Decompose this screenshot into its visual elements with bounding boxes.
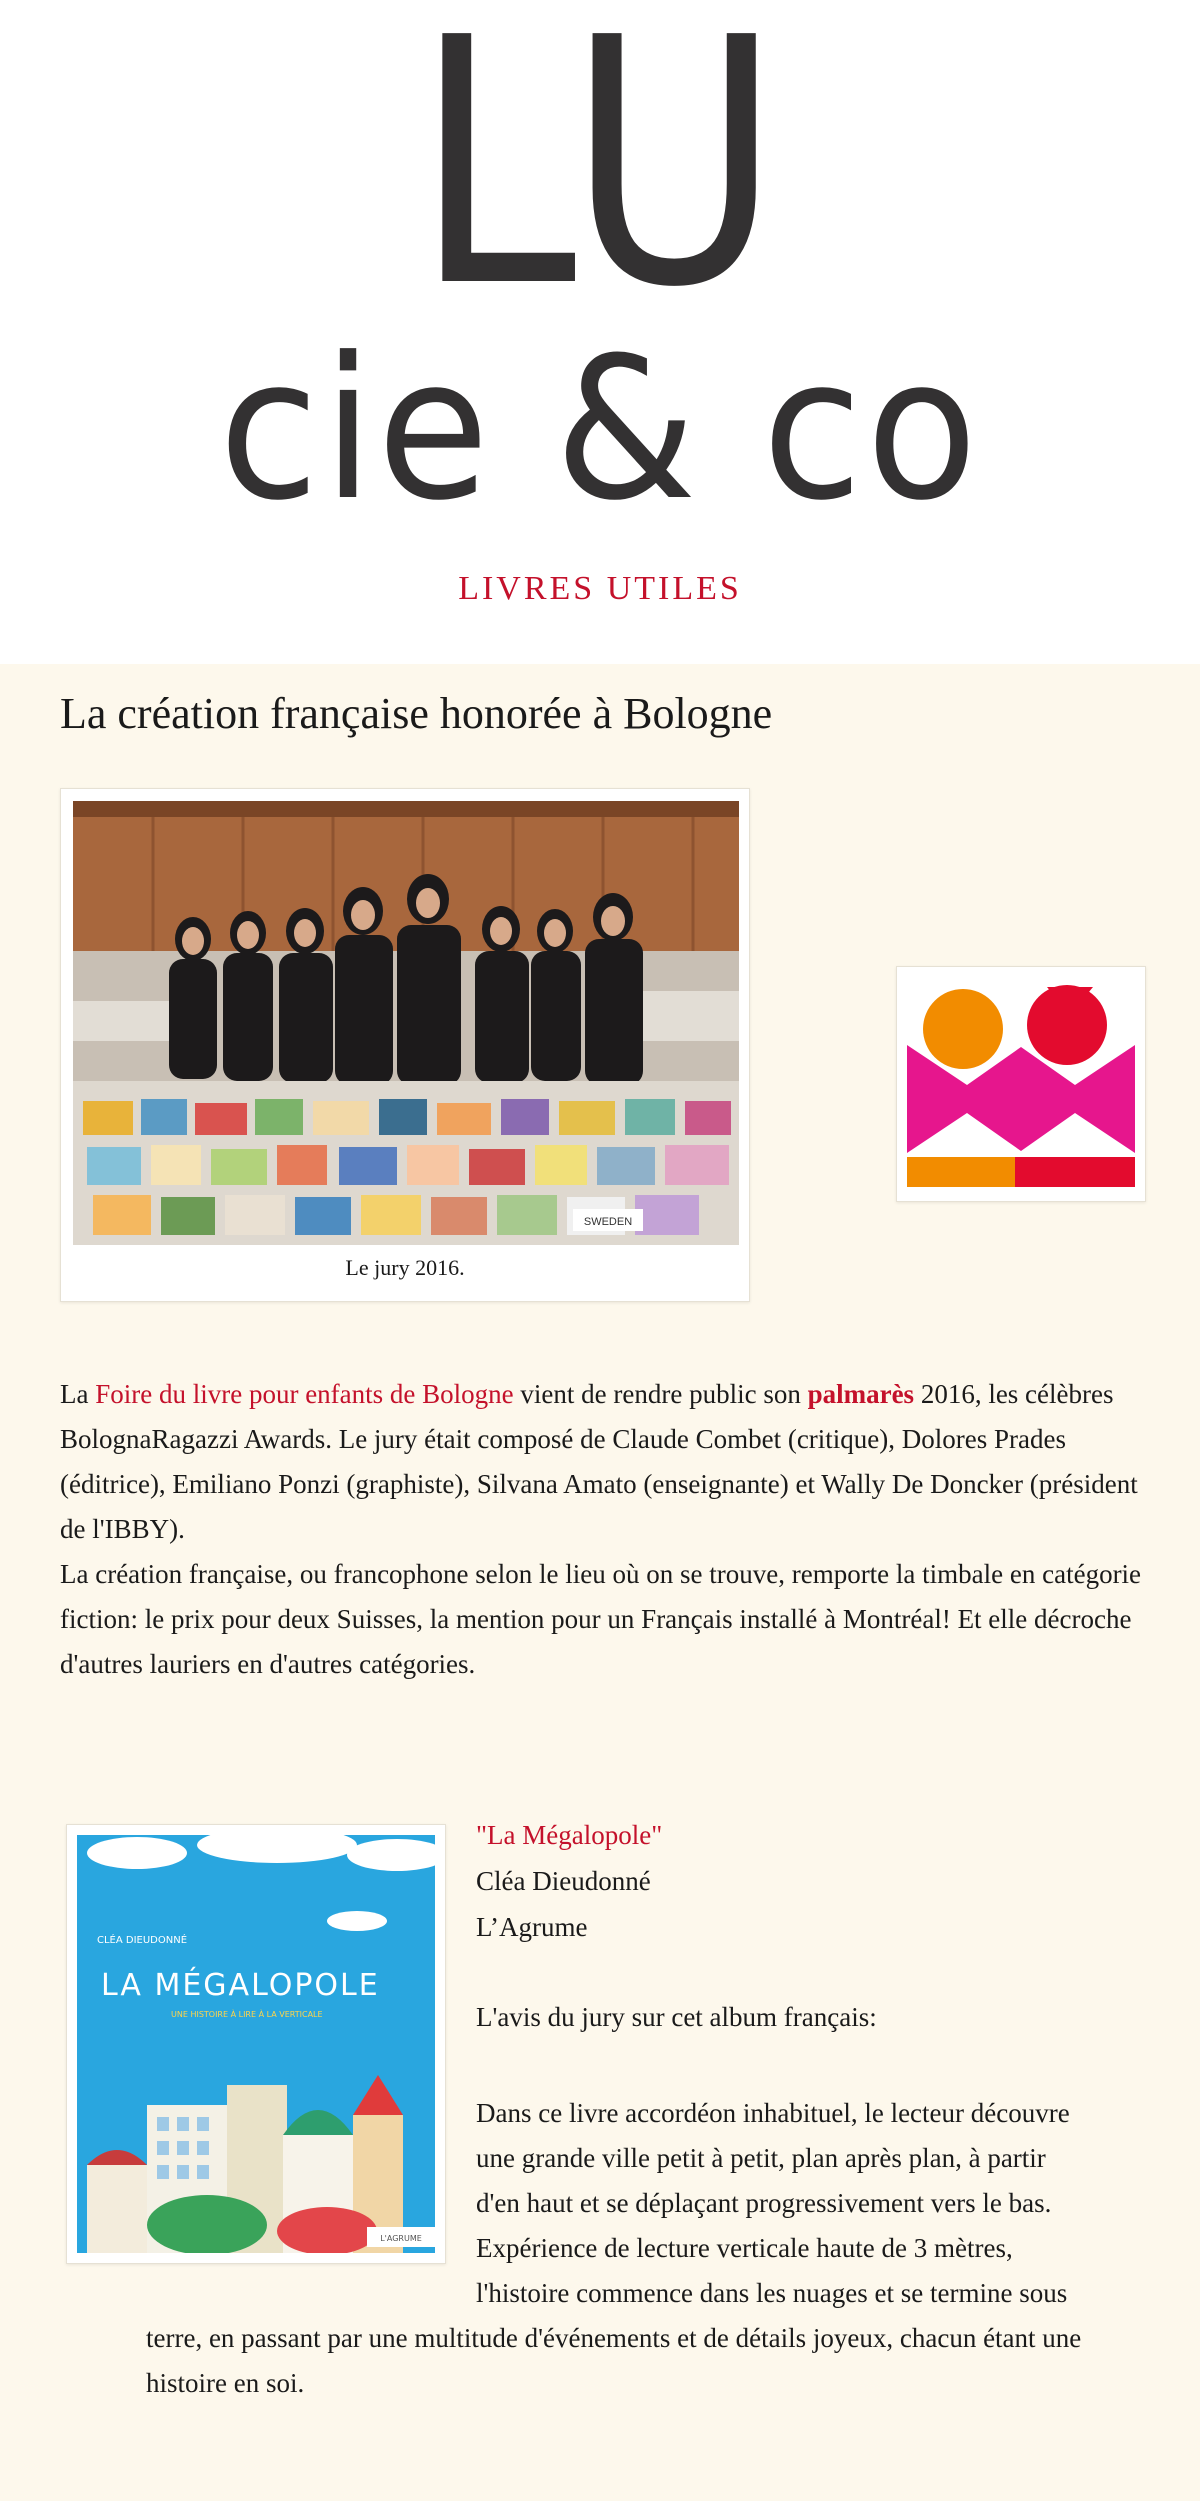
article-body xyxy=(60,1372,1150,1687)
book-title-link[interactable]: "La Mégalopole" xyxy=(476,1820,663,1850)
body-text: La xyxy=(60,1379,96,1409)
jury-review-continued: terre, en passant par une multitude d'événements et de détails joyeux, chacun étant une histoire en soi. xyxy=(146,2323,1082,2398)
bologna-logo-icon xyxy=(897,967,1145,1201)
svg-text:SWEDEN: SWEDEN xyxy=(583,1216,633,1228)
jury-intro: L'avis du jury sur cet album français: xyxy=(476,2002,877,2032)
jury-photo xyxy=(73,801,739,1245)
body-text: 2016, les célèbres BolognaRagazzi Awards. Le jury était composé de Claude Combet (critique), Dolores Prades (éditrice), Emiliano Ponzi (graphiste), Silvana Amato (enseignante) et Wally De Doncker (président de l'IBBY). xyxy=(60,1379,1138,1544)
photo-caption: Le jury 2016. xyxy=(345,1255,465,1280)
bologna-fair-link[interactable]: Foire du livre pour enfants de Bologne xyxy=(95,1379,514,1409)
tagline: LIVRES UTILES xyxy=(458,570,742,607)
body-text: vient de rendre public son xyxy=(513,1379,808,1409)
book-author: Cléa Dieudonné xyxy=(476,1866,651,1896)
svg-text:LA MÉGALOPOLE: LA MÉGALOPOLE xyxy=(101,1968,380,2003)
jury-review: Dans ce livre accordéon inhabituel, le lecteur découvre une grande ville petit à petit, plan après plan, à partir d'en haut et se déplaçant progressivement vers le bas. Expérience de lecture verticale haute de 3 mètres, l'histoire commence dans les nuages et se termine sous xyxy=(476,2098,1070,2308)
palmares-link[interactable]: palmarès xyxy=(807,1379,915,1409)
jury-photo-figure xyxy=(60,788,750,1302)
site-header xyxy=(0,0,1200,664)
article-title: La création française honorée à Bologne xyxy=(60,689,773,738)
logo-lu[interactable]: LU xyxy=(413,0,787,362)
svg-text:UNE HISTOIRE À LIRE À LA VERTI: UNE HISTOIRE À LIRE À LA VERTICALE xyxy=(171,2010,323,2019)
jury-photo-illustration xyxy=(73,801,739,1245)
megalopole-cover-illustration xyxy=(77,1835,435,2253)
logo-cie-and-co[interactable]: cie & co xyxy=(218,316,982,544)
book-publisher: L’Agrume xyxy=(476,1912,588,1942)
bologna-fair-logo xyxy=(896,966,1146,1202)
book-cover xyxy=(77,1835,435,2253)
article-section xyxy=(0,664,1200,2501)
svg-text:L'AGRUME: L'AGRUME xyxy=(380,2234,422,2243)
body-text: La création française, ou francophone selon le lieu où on se trouve, remporte la timbale en catégorie fiction: le prix pour deux Suisses, la mention pour un Français installé à Montréal! Et elle décroche d'autres lauriers en d'autres catégories. xyxy=(60,1559,1142,1679)
svg-text:CLÉA DIEUDONNÉ: CLÉA DIEUDONNÉ xyxy=(97,1935,188,1946)
book-cover-figure xyxy=(66,1824,446,2264)
